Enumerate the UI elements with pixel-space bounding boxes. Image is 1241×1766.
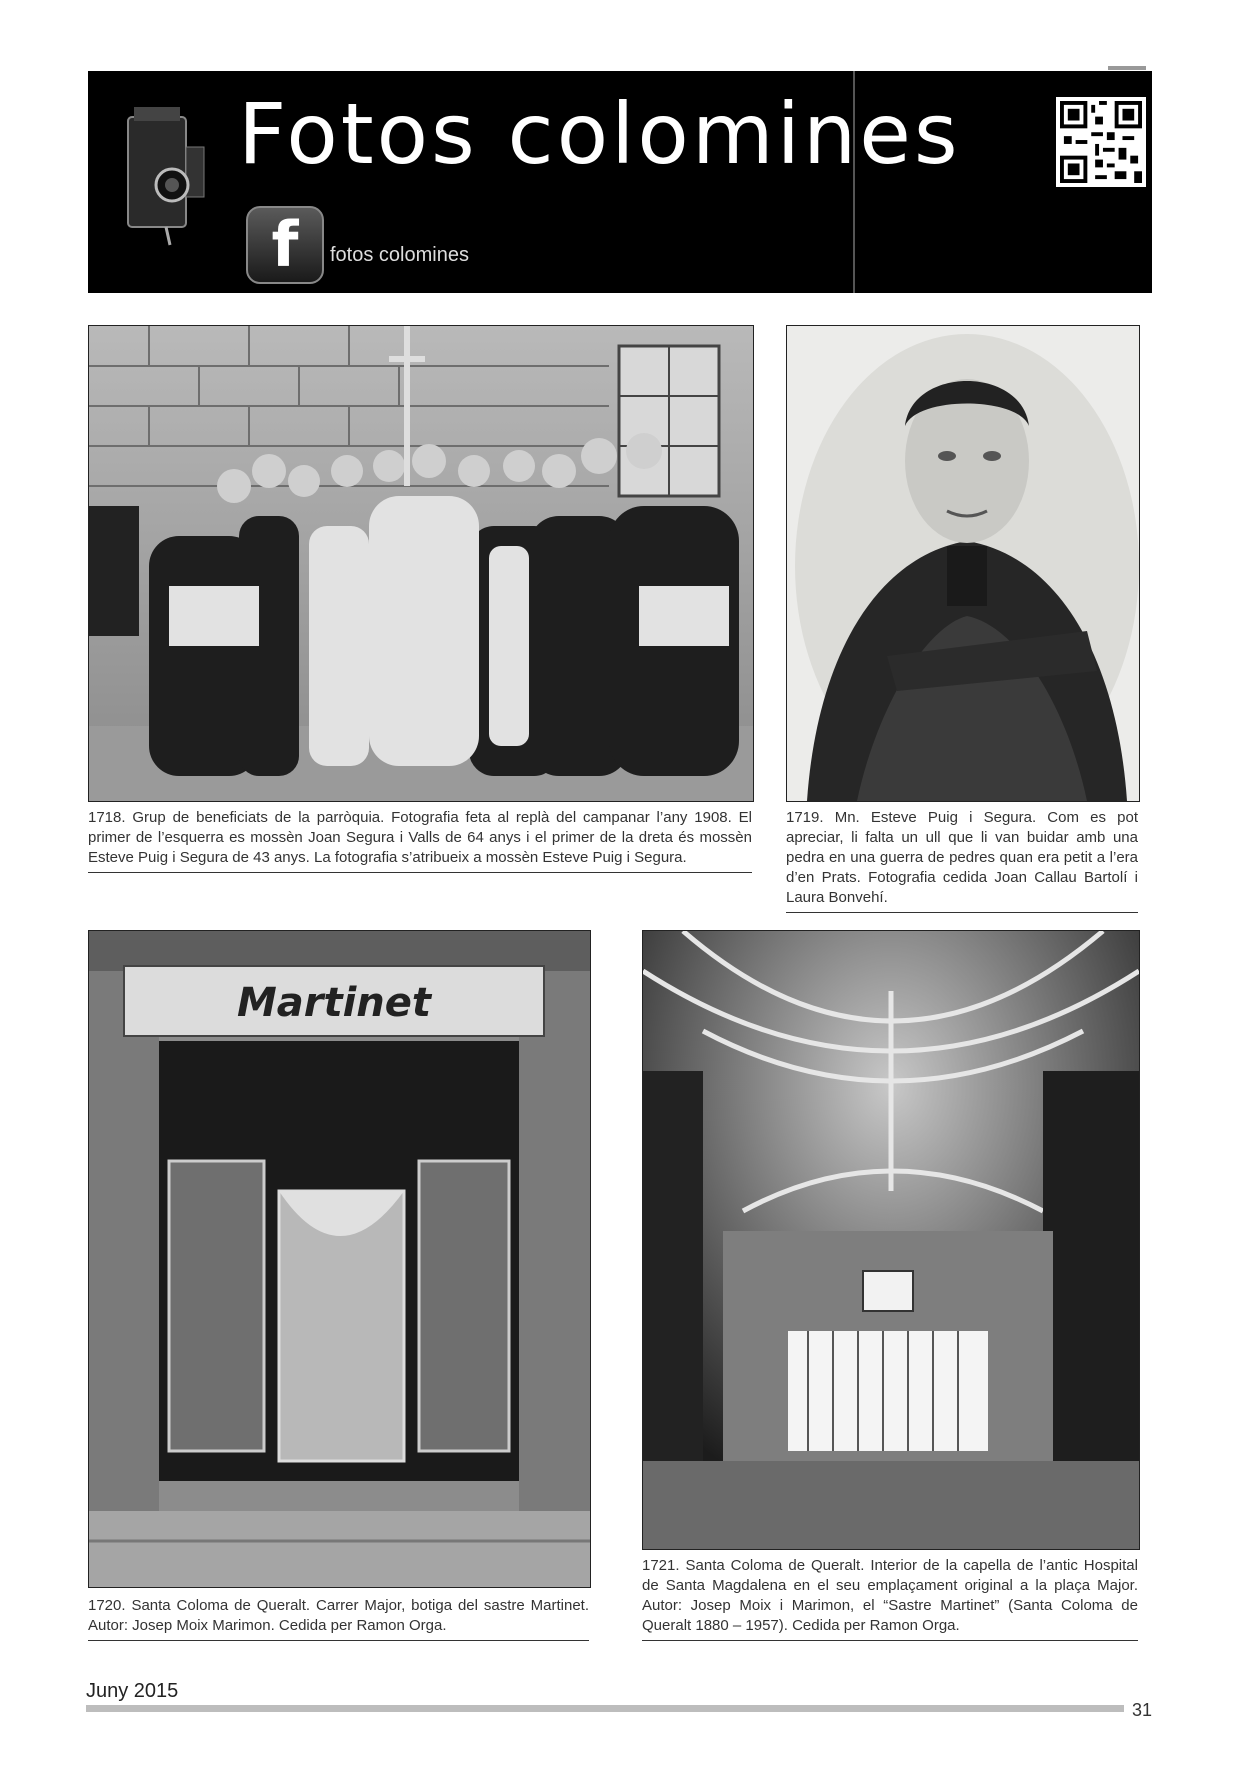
qr-code-icon: [1056, 97, 1146, 187]
footer-bar: [86, 1705, 1124, 1712]
page-title: Fotos colomines: [238, 85, 961, 183]
caption-1720: 1720. Santa Coloma de Queralt. Carrer Major, botiga del sastre Martinet. Autor: Josep Moix Marimon. Cedida per Ramon Orga.: [88, 1596, 589, 1641]
photo-1721: [642, 930, 1140, 1550]
photo-1718: [88, 325, 754, 802]
page-number: 31: [1132, 1700, 1153, 1720]
photo-1719: [786, 325, 1140, 802]
caption-1721: 1721. Santa Coloma de Queralt. Interior de la capella de l’antic Hospital de Santa Magdalena en el seu emplaçament original a la plaça Major. Autor: Josep Moix i Marimon, el “Sastre Martinet” (Santa Coloma de Queralt 1880 – 1957). Cedida per Ramon Orga.: [642, 1556, 1138, 1641]
caption-1718: 1718. Grup de beneficiats de la parròquia. Fotografia feta al replà del campanar l’any 1908. El primer de l’esquerra es mossèn Joan Segura i Valls de 64 anys i el primer de la dreta és mossèn Esteve Puig i Segura de 43 anys. La fotografia s’atribueix a mossèn Esteve Puig i Segura.: [88, 808, 752, 873]
header-banner: [88, 71, 1152, 293]
corner-mark: [1108, 66, 1146, 70]
facebook-icon[interactable]: f: [246, 206, 324, 284]
caption-1719: 1719. Mn. Esteve Puig i Segura. Com es pot apreciar, li falta un ull que li van buidar amb una pedra en una guerra de pedres quan era petit a l’era d’en Prats. Fotografia cedida Joan Callau Bartolí i Laura Bonvehí.: [786, 808, 1138, 913]
photo-1720: [88, 930, 591, 1588]
camera-icon: [110, 87, 230, 247]
footer-date: Juny 2015: [86, 1680, 179, 1702]
shop-sign-text: Martinet: [236, 980, 432, 1026]
facebook-label: fotos colomines: [330, 244, 469, 266]
